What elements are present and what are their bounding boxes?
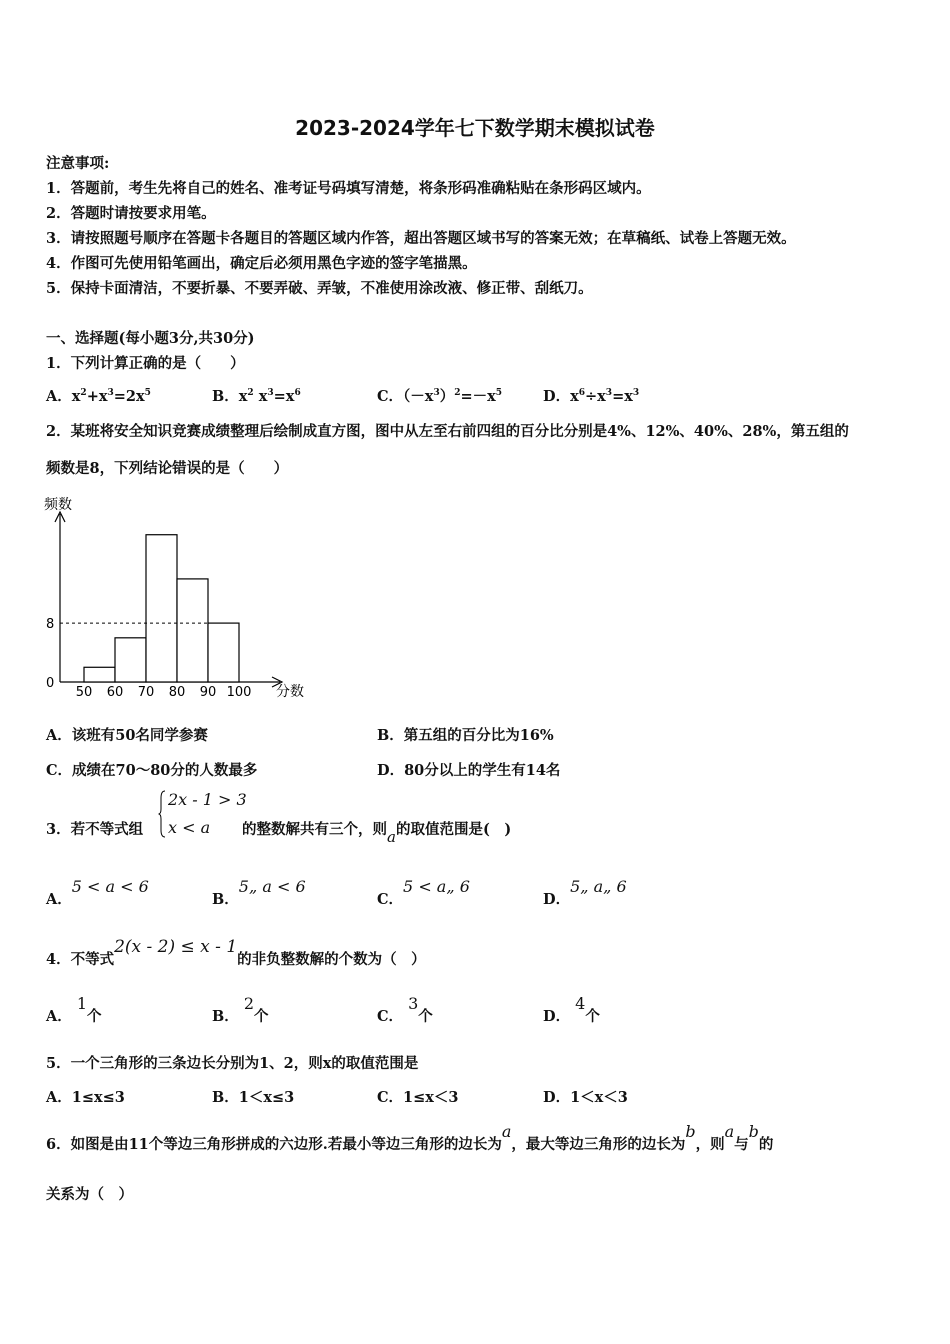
q4-inequality: 2(x - 2) ≤ x - 1 [114, 937, 238, 957]
x-tick-label: 80 [168, 685, 186, 700]
note-item-1: 1．答题前，考生先将自己的姓名、准考证号码填写清楚，将条形码准确粘贴在条形码区域内。 [46, 180, 651, 197]
q1-option-d: D．$x^6\div x^3=x^3$ [543, 388, 640, 405]
histogram-bar [177, 579, 208, 682]
page-title: 2023-2024学年七下数学期末模拟试卷 [295, 116, 655, 140]
q1-option-b: B．$x^2$ $x^3=x^6$ [212, 388, 301, 405]
q2-option-b: B．第五组的百分比为16% [377, 727, 554, 744]
histogram-bar [115, 638, 146, 682]
q5-option-d: D．1＜x＜3 [543, 1089, 628, 1106]
y-tick-label: 8 [46, 617, 55, 633]
q2-option-d: D．80分以上的学生有14名 [377, 762, 561, 779]
histogram-bar [84, 667, 115, 682]
q5-option-a: A．1≤x≤3 [46, 1089, 125, 1106]
x-tick-label: 70 [137, 685, 155, 700]
inequality-system [158, 790, 248, 842]
x-tick-label: 50 [75, 685, 93, 700]
note-item-4: 4．作图可先使用铅笔画出，确定后必须用黑色字迹的签字笔描黑。 [46, 255, 477, 272]
note-item-2: 2．答题时请按要求用笔。 [46, 205, 216, 222]
q3-number: 3．若不等式组 [46, 821, 144, 838]
q1-option-c: C．$(-x^3)^2=-x^5$ [377, 388, 503, 405]
y-tick-label: 0 [46, 676, 55, 691]
x-tick-label: 90 [199, 685, 217, 700]
q4-option-d: D． 4个 [543, 994, 600, 1025]
section-heading: 一、选择题(每小题3分,共30分) [46, 330, 255, 347]
notes-heading: 注意事项: [46, 155, 110, 172]
q2-option-c: C．成绩在70～80分的人数最多 [46, 762, 258, 779]
q3-option-a: A．5 < a < 6 [46, 877, 149, 908]
q2-option-a: A．该班有50名同学参赛 [46, 727, 208, 744]
q4-option-a: A． 1个 [46, 994, 102, 1025]
q5-stem: 5．一个三角形的三条边长分别为1、2，则x的取值范围是 [46, 1055, 419, 1072]
histogram-bars [46, 535, 251, 700]
histogram-bar [146, 535, 177, 682]
q1-option-a: A．$x^2+x^3=2x^5$ [46, 388, 151, 405]
histogram-chart [40, 492, 340, 707]
q2-stem-line1: 2．某班将安全知识竞赛成绩整理后绘制成直方图，图中从左至右前四组的百分比分别是4%、12%、40%、28%，第五组的 [46, 423, 849, 440]
x-tick-label: 60 [106, 685, 124, 700]
q3-option-d: D．5„ a„ 6 [543, 877, 627, 908]
q3-text: 的整数解共有三个，则a的取值范围是( ) [242, 821, 512, 846]
q2-stem-line2: 频数是8，下列结论错误的是（ ） [46, 460, 289, 477]
q3-variable-a: a [387, 828, 396, 846]
q4-option-b: B． 2个 [212, 994, 269, 1025]
brace-icon [158, 790, 166, 838]
note-item-3: 3．请按照题号顺序在答题卡各题目的答题区域内作答，超出答题区域书写的答案无效；在草稿纸、试卷上答题无效。 [46, 230, 796, 247]
q1-stem: 1．下列计算正确的是（ ） [46, 355, 245, 372]
system-row-2: x < a [168, 818, 211, 837]
q4-option-c: C． 3个 [377, 994, 433, 1025]
q6-stem-line2: 关系为（ ） [46, 1186, 133, 1203]
x-tick-label: 100 [226, 685, 252, 700]
q3-option-b: B．5„ a < 6 [212, 877, 306, 908]
system-row-1: 2x - 1 > 3 [168, 790, 247, 809]
note-item-5: 5．保持卡面清洁，不要折暴、不要弄破、弄皱，不准使用涂改液、修正带、刮纸刀。 [46, 280, 593, 297]
q5-option-c: C．1≤x＜3 [377, 1089, 459, 1106]
q4-stem: 4．不等式2(x - 2) ≤ x - 1的非负整数解的个数为（ ） [46, 937, 426, 968]
q5-option-b: B．1＜x≤3 [212, 1089, 295, 1106]
q6-stem-line1: 6．如图是由11个等边三角形拼成的六边形.若最小等边三角形的边长为a，最大等边三角形的边长为b，则a与b的 [46, 1122, 774, 1153]
x-axis-label: 分数 [276, 684, 304, 700]
histogram-bar [208, 623, 239, 682]
q3-option-c: C．5 < a„ 6 [377, 877, 470, 908]
y-axis-label: 频数 [44, 497, 72, 513]
